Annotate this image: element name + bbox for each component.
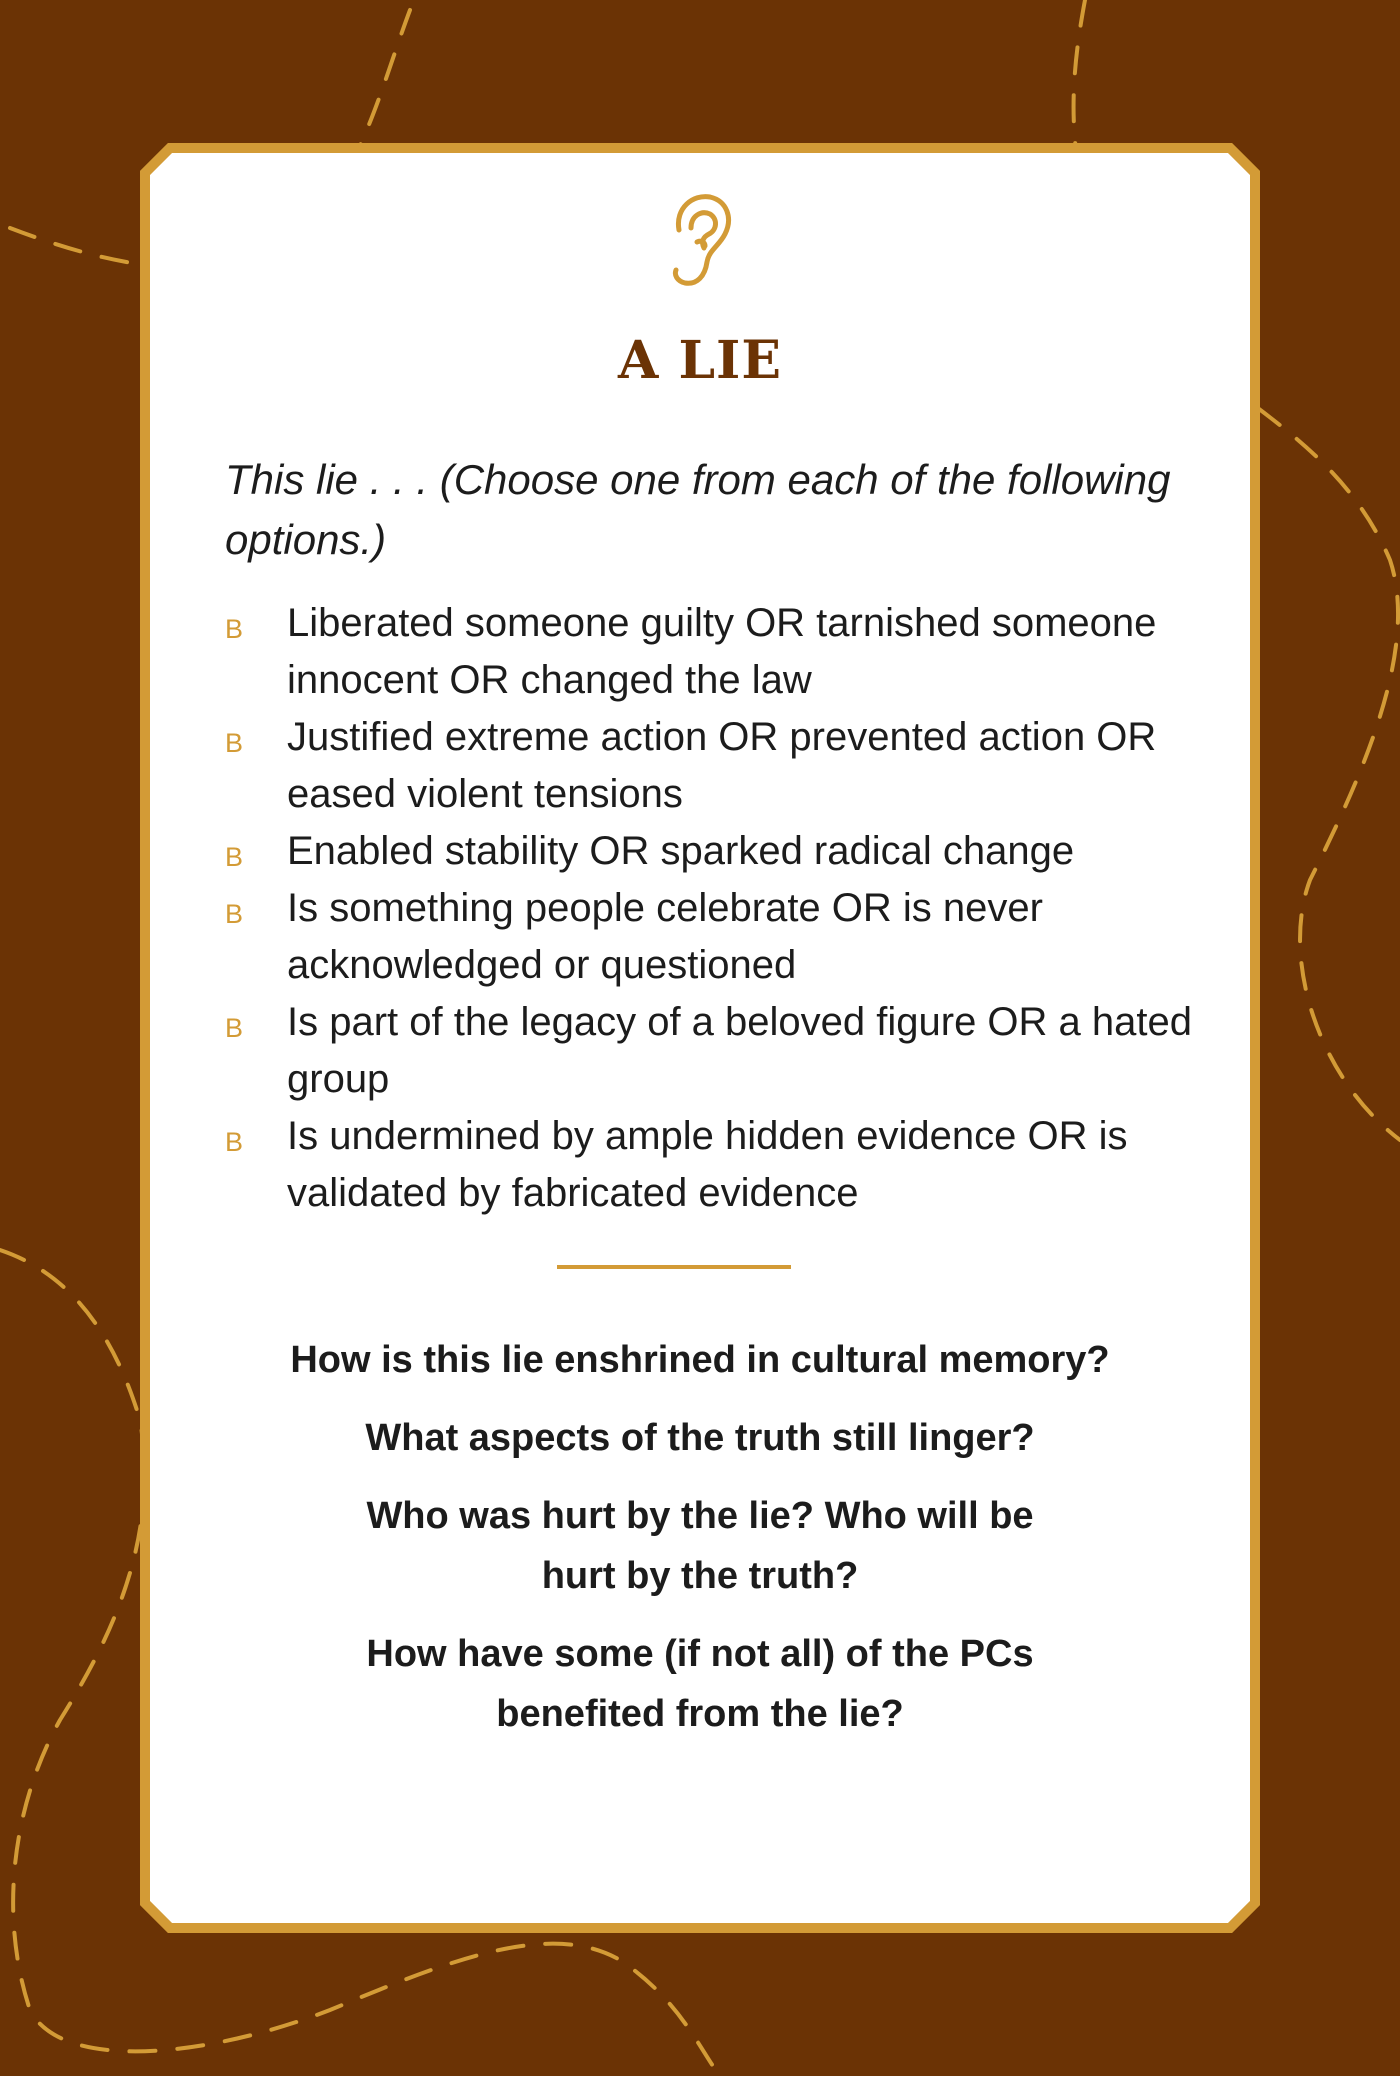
card-title: A LIE [618,330,782,391]
bullet-icon: B [225,614,244,644]
bullet-icon: B [225,1127,244,1157]
option-text: Enabled stability OR sparked radical change [287,829,1075,873]
option-text: Liberated someone guilty OR tarnished someone innocent OR changed the law [287,601,1157,702]
question: How have some (if not all) of the PCs benefited from the lie? [366,1633,1034,1735]
bullet-icon: B [225,842,244,872]
bullet-icon: B [225,728,244,758]
card [150,150,1250,1920]
option-text: Is part of the legacy of a beloved figure OR a hated group [287,1000,1192,1101]
list-item [225,709,1235,823]
list-item [225,880,1235,994]
bullet-icon: B [225,899,244,929]
options-list [225,595,1235,1222]
ear-icon [665,190,735,290]
question: How is this lie enshrined in cultural memory? [290,1339,1110,1381]
bullet-icon: B [225,1013,244,1043]
option-text: Is undermined by ample hidden evidence OR is validated by fabricated evidence [287,1114,1128,1215]
option-text: Justified extreme action OR prevented action OR eased violent tensions [287,715,1157,816]
questions-list [200,1330,1200,1762]
list-item [225,1108,1235,1222]
list-item [225,823,1235,880]
option-text: Is something people celebrate OR is never acknowledged or questioned [287,886,1043,987]
intro-text: This lie . . . (Choose one from each of the following options.) [225,456,1171,563]
question: What aspects of the truth still linger? [365,1417,1035,1459]
divider [557,1265,791,1269]
list-item [225,595,1235,709]
question: Who was hurt by the lie? Who will be hurt by the truth? [366,1495,1034,1597]
list-item [225,994,1235,1108]
